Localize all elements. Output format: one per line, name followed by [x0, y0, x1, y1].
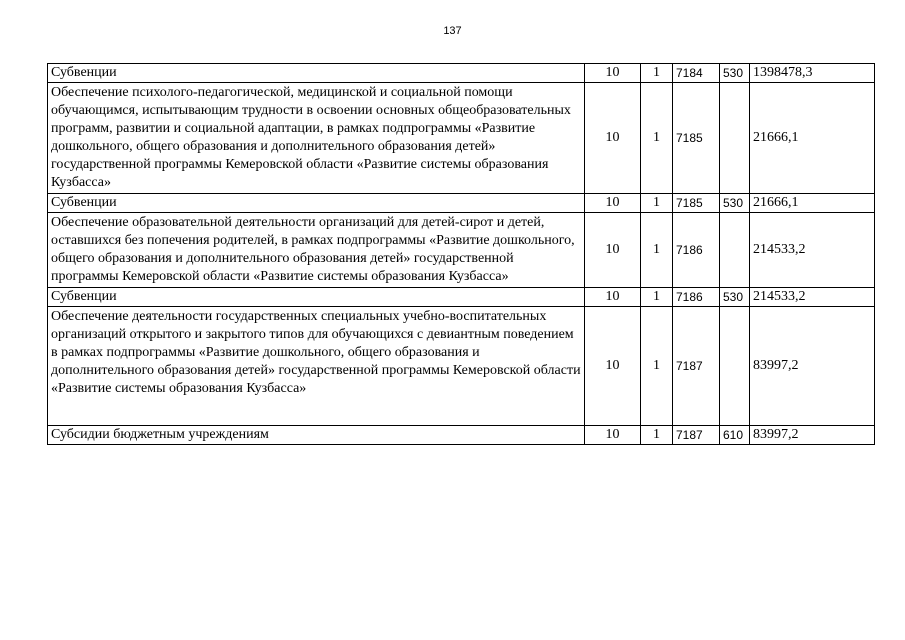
- table-row: [48, 288, 875, 307]
- row-section: 10: [585, 307, 641, 426]
- row-sum: 214533,2: [750, 213, 875, 288]
- row-section: 10: [585, 64, 641, 83]
- row-subsection: 1: [641, 213, 673, 288]
- table-row: [48, 83, 875, 194]
- row-name: Субсидии бюджетным учреждениям: [48, 426, 585, 445]
- row-article: 7185: [673, 194, 720, 213]
- table-row: [48, 426, 875, 445]
- row-article: 7186: [673, 288, 720, 307]
- row-expense-type: 530: [720, 288, 750, 307]
- row-subsection: 1: [641, 426, 673, 445]
- row-article: 7187: [673, 307, 720, 426]
- row-subsection: 1: [641, 194, 673, 213]
- budget-table: [47, 63, 875, 445]
- row-article: 7186: [673, 213, 720, 288]
- row-subsection: 1: [641, 288, 673, 307]
- row-name: Обеспечение деятельности государственных специальных учебно-воспитательных организаций открытого и закрытого типов для обучающихся с девиантным поведением в рамках подпрограммы «Развитие дошкольного, общего образования и дополнительного образования детей» государственной программы Кемеровской области «Развитие системы образования Кузбасса»: [48, 307, 585, 426]
- page-number: 137: [443, 25, 462, 37]
- row-expense-type: [720, 83, 750, 194]
- row-expense-type: 610: [720, 426, 750, 445]
- row-sum: 83997,2: [750, 426, 875, 445]
- row-expense-type: [720, 307, 750, 426]
- row-section: 10: [585, 213, 641, 288]
- table-row: [48, 213, 875, 288]
- table-row: [48, 307, 875, 426]
- row-section: 10: [585, 83, 641, 194]
- row-article: 7185: [673, 83, 720, 194]
- row-name: Обеспечение образовательной деятельности организаций для детей-сирот и детей, оставшихся без попечения родителей, в рамках подпрограммы «Развитие дошкольного, общего образования и дополнительного образования детей» государственной программы Кемеровской области «Развитие системы образования Кузбасса»: [48, 213, 585, 288]
- row-subsection: 1: [641, 307, 673, 426]
- row-name: Субвенции: [48, 288, 585, 307]
- row-article: 7187: [673, 426, 720, 445]
- row-subsection: 1: [641, 83, 673, 194]
- table-row: [48, 64, 875, 83]
- row-expense-type: [720, 213, 750, 288]
- row-sum: 214533,2: [750, 288, 875, 307]
- row-sum: 21666,1: [750, 83, 875, 194]
- row-subsection: 1: [641, 64, 673, 83]
- row-section: 10: [585, 288, 641, 307]
- row-name: Субвенции: [48, 194, 585, 213]
- row-expense-type: 530: [720, 194, 750, 213]
- row-sum: 21666,1: [750, 194, 875, 213]
- row-section: 10: [585, 194, 641, 213]
- row-name: Обеспечение психолого-педагогической, медицинской и социальной помощи обучающимся, испытывающим трудности в освоении основных общеобразовательных программ, развитии и социальной адаптации, в рамках подпрограммы «Развитие дошкольного, общего образования и дополнительного образования детей» государственной программы Кемеровской области «Развитие системы образования Кузбасса»: [48, 83, 585, 194]
- row-sum: 83997,2: [750, 307, 875, 426]
- row-article: 7184: [673, 64, 720, 83]
- row-expense-type: 530: [720, 64, 750, 83]
- row-sum: 1398478,3: [750, 64, 875, 83]
- row-section: 10: [585, 426, 641, 445]
- row-name: Субвенции: [48, 64, 585, 83]
- table-row: [48, 194, 875, 213]
